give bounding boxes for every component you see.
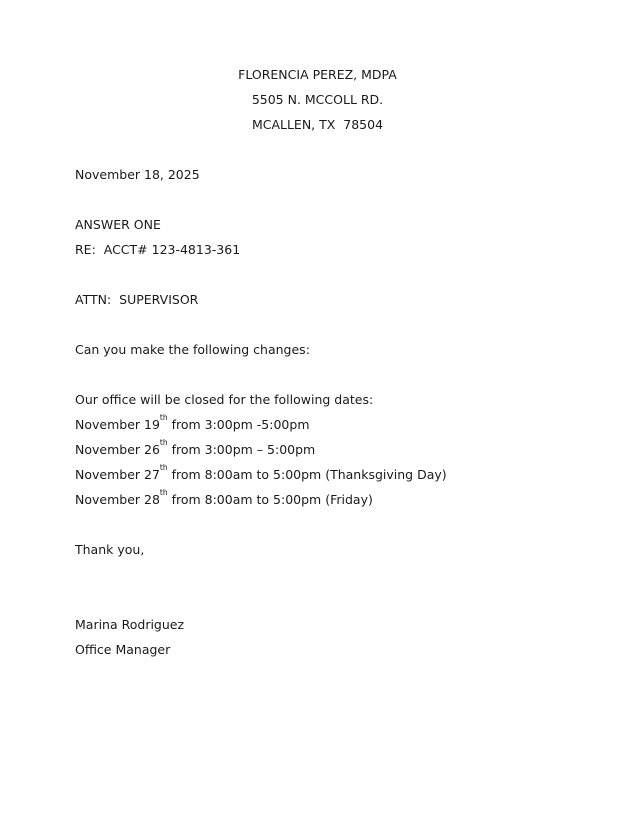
reference-line: RE: ACCT# 123-4813-361 — [75, 242, 241, 257]
letterhead-street: 5505 N. MCCOLL RD. — [251, 92, 384, 107]
closure-intro-line: Our office will be closed for the following dates: — [75, 392, 374, 407]
schedule-date: November 19 — [75, 417, 160, 432]
signature-name: Marina Rodriguez — [75, 617, 185, 632]
schedule-details: from 8:00am to 5:00pm (Thanksgiving Day) — [167, 467, 447, 482]
signature-title: Office Manager — [75, 642, 171, 657]
closing-line: Thank you, — [75, 542, 145, 557]
closure-schedule-block — [75, 387, 560, 512]
schedule-date: November 26 — [75, 442, 160, 457]
recipient-line: ANSWER ONE — [75, 217, 161, 232]
schedule-line — [75, 487, 560, 512]
schedule-details: from 8:00am to 5:00pm (Friday) — [167, 492, 373, 507]
schedule-date: November 28 — [75, 492, 160, 507]
schedule-line — [75, 462, 560, 487]
letterhead — [75, 62, 560, 137]
signature-block — [75, 612, 560, 662]
schedule-details: from 3:00pm -5:00pm — [167, 417, 310, 432]
recipient-block — [75, 212, 560, 262]
schedule-line — [75, 437, 560, 462]
request-line: Can you make the following changes: — [75, 342, 310, 357]
ordinal-superscript: th — [159, 487, 168, 497]
schedule-details: from 3:00pm – 5:00pm — [167, 442, 316, 457]
ordinal-superscript: th — [159, 437, 168, 447]
letterhead-name: FLORENCIA PEREZ, MDPA — [238, 67, 397, 82]
schedule-line — [75, 412, 560, 437]
attention-line: ATTN: SUPERVISOR — [75, 292, 199, 307]
letterhead-city-state-zip: MCALLEN, TX 78504 — [251, 117, 384, 132]
ordinal-superscript: th — [159, 412, 168, 422]
schedule-date: November 27 — [75, 467, 160, 482]
date-line: November 18, 2025 — [75, 167, 200, 182]
ordinal-superscript: th — [159, 462, 168, 472]
